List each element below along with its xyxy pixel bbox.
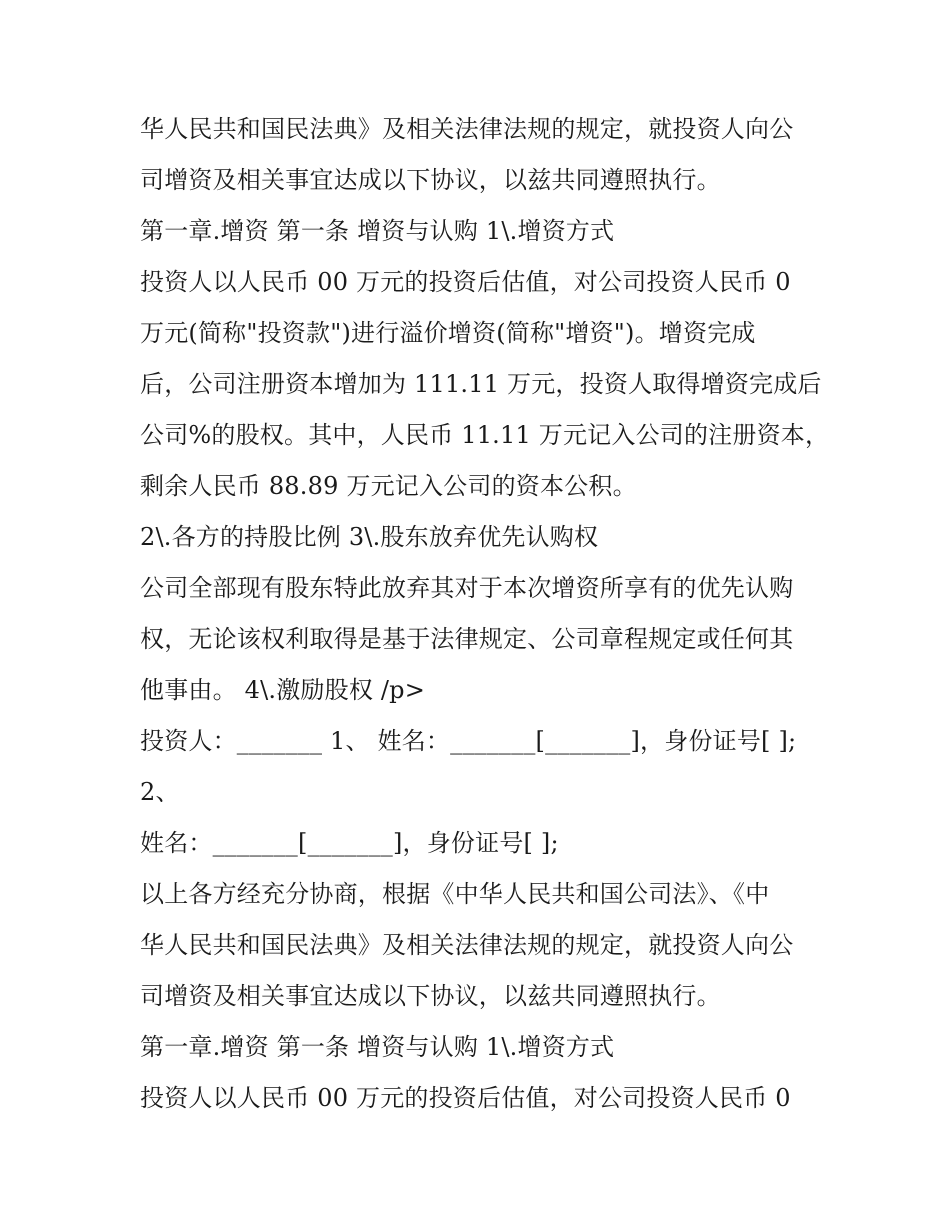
text-line: 姓名：_______[_______]，身份证号[ ]; <box>140 829 559 857</box>
text-line: 2\.各方的持股比例 3\.股东放弃优先认购权 <box>140 523 599 551</box>
text-line: 公司全部现有股东特此放弃其对于本次增资所享有的优先认购 <box>140 574 794 602</box>
text-line: 司增资及相关事宜达成以下协议，以兹共同遵照执行。 <box>140 982 721 1010</box>
text-line: 投资人：_______ 1、 姓名：_______[_______]，身份证号[ ]; <box>140 727 797 755</box>
text-line: 权，无论该权利取得是基于法律规定、公司章程规定或任何其 <box>140 625 794 653</box>
text-line: 以上各方经充分协商，根据《中华人民共和国公司法》、《中 <box>140 880 770 908</box>
text-line: 第一章.增资 第一条 增资与认购 1\.增资方式 <box>140 1033 615 1061</box>
text-line: 2、 <box>140 778 180 806</box>
text-line: 华人民共和国民法典》及相关法律法规的规定，就投资人向公 <box>140 115 794 143</box>
text-line: 司增资及相关事宜达成以下协议，以兹共同遵照执行。 <box>140 166 721 194</box>
text-line: 剩余人民币 88.89 万元记入公司的资本公积。 <box>140 472 637 500</box>
text-line: 华人民共和国民法典》及相关法律法规的规定，就投资人向公 <box>140 931 794 959</box>
text-line: 第一章.增资 第一条 增资与认购 1\.增资方式 <box>140 217 615 245</box>
text-line: 他事由。 4\.激励股权 /p> <box>140 676 426 704</box>
text-line: 公司%的股权。其中，人民币 11.11 万元记入公司的注册资本， <box>140 421 830 449</box>
document-body <box>140 104 830 1124</box>
text-line: 后，公司注册资本增加为 111.11 万元，投资人取得增资完成后 <box>140 370 822 398</box>
text-line: 万元(简称"投资款")进行溢价增资(简称"增资")。增资完成 <box>140 319 756 347</box>
text-line: 投资人以人民币 00 万元的投资后估值，对公司投资人民币 0 <box>140 268 791 296</box>
text-line: 投资人以人民币 00 万元的投资后估值，对公司投资人民币 0 <box>140 1084 791 1112</box>
